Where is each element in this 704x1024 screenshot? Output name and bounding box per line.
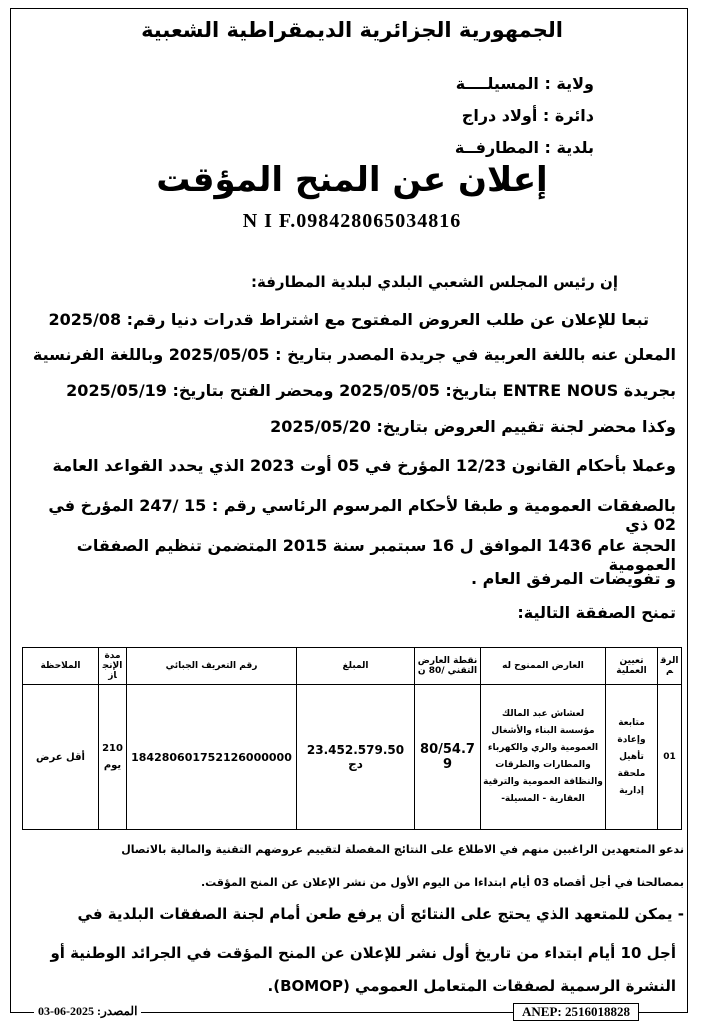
col-duration: مدة الإنجاز [99,648,127,685]
col-tax-id: رقم التعريف الجبائي [127,648,297,685]
body-line: بجريدة ENTRE NOUS بتاريخ: 2025/05/05 ومحضر الفتح بتاريخ: 2025/05/19 [66,381,676,400]
cell-duration: 210 يوم [99,685,127,830]
republic-header: الجمهورية الجزائرية الديمقراطية الشعبية [141,18,563,42]
body-line: المعلن عنه باللغة العربية في جريدة المصدر بتاريخ : 2025/05/05 وباللغة الفرنسية [32,345,676,364]
cell-remarks: أقل عرض [23,685,99,830]
nif-number: N I F.098428065034816 [242,210,462,232]
col-number: الرقم [658,648,682,685]
col-technical-score: نقطة العارض التقني /80 ن [415,648,481,685]
announcement-title: إعلان عن المنح المؤقت [156,160,548,200]
col-bidder: العارض الممنوح له [481,648,606,685]
col-remarks: الملاحظة [23,648,99,685]
body-line: تمنح الصفقة التالية: [517,603,676,622]
anep-reference: ANEP: 2516018828 [513,1003,639,1021]
wilaya-line: ولاية : المسيلــــة [455,74,594,93]
source-date: المصدر: 2025-06-03 [34,1004,141,1019]
body-line: وكذا محضر لجنة تقييم العروض بتاريخ: 2025/05/20 [270,417,676,436]
cell-bidder: لعشاش عبد المالك مؤسسة البناء والأشغال العمومية والري والكهرباء والمطارات والطرقات والنظافة العمومية والترقية العقارية - المسيلة- [481,685,606,830]
cell-tax-id: 184280601752126000000 [127,685,297,830]
body-line: و تفويضات المرفق العام . [470,569,676,588]
closing-line: أجل 10 أيام ابتداء من تاريخ أول نشر للإعلان عن المنح المؤقت في الجرائد الوطنية أو [50,944,676,962]
cell-amount: 23.452.579.50 دج [297,685,415,830]
body-line: إن رئيس المجلس الشعبي البلدي لبلدية المطارفة: [251,273,618,291]
closing-line: - يمكن للمتعهد الذي يحتج على النتائج أن يرفع طعن أمام لجنة الصفقات البلدية في [77,905,684,923]
cell-technical-score: 80/54.79 [415,685,481,830]
award-table [22,647,682,830]
body-line: وعملا بأحكام القانون 12/23 المؤرخ في 05 أوت 2023 الذي يحدد القواعد العامة [52,456,676,475]
col-amount: المبلغ [297,648,415,685]
closing-line: بمصالحنا في أجل أقصاه 03 أيام ابتداءا من اليوم الأول من نشر الإعلان عن المنح المؤقت. [200,876,684,889]
body-line: تبعا للإعلان عن طلب العروض المفتوح مع اشتراط قدرات دنيا رقم: 2025/08 [48,310,649,329]
table-row [23,685,682,830]
daira-line: دائرة : أولاد دراج [461,106,594,125]
table-header-row [23,648,682,685]
cell-operation: متابعة وإعادة تأهيل ملحقة إدارية [606,685,658,830]
col-operation: تعيين العملية [606,648,658,685]
commune-line: بلدية : المطارفــة [454,138,594,157]
cell-number: 01 [658,685,682,830]
body-line: بالصفقات العمومية و طبقا لأحكام المرسوم الرئاسي رقم : 15 /247 المؤرخ في 02 ذي [48,496,676,534]
closing-line: ندعو المتعهدين الراغبين منهم في الاطلاع على النتائج المفصلة لتقييم عروضهم التقنية والمالية بالاتصال [121,843,684,856]
body-line: الحجة عام 1436 الموافق ل 16 سبتمبر سنة 2015 المتضمن تنظيم الصفقات العمومية [76,536,676,574]
closing-line: النشرة الرسمية لصفقات المتعامل العمومي (BOMOP). [267,977,676,995]
